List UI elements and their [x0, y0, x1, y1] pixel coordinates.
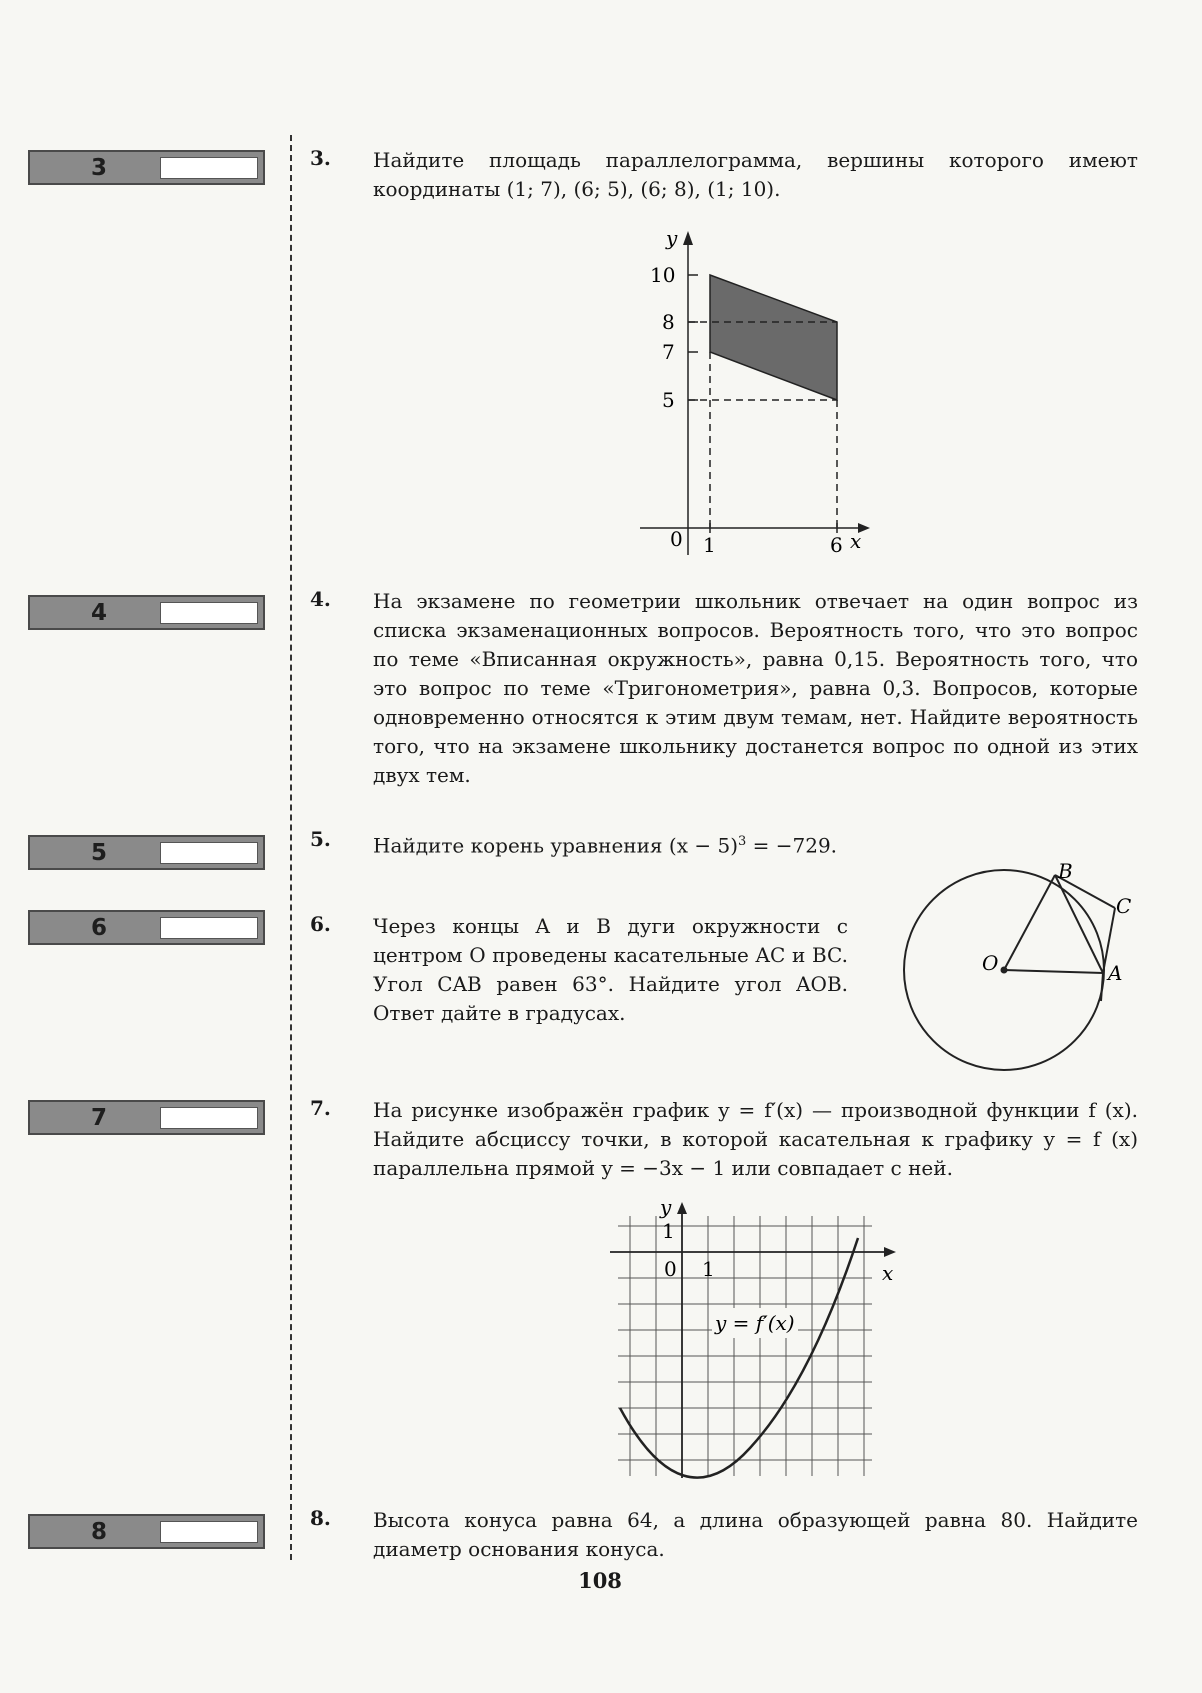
answer-field-4[interactable]	[160, 602, 258, 624]
exponent: 3	[738, 834, 747, 849]
task-number-8: 8.	[310, 1506, 331, 1530]
answer-field-6[interactable]	[160, 917, 258, 939]
answer-box-number: 4	[90, 600, 107, 626]
y-axis-label: y	[666, 226, 678, 250]
equation-text: Найдите корень уравнения (x − 5)	[373, 833, 738, 858]
x-tick-label: 1	[702, 1257, 715, 1281]
task-text-7: На рисунке изображён график y = f′(x) — производной функции f (x). Найдите абсциссу точки, в которой касательная к графику y = f (x) параллельна прямой y = −3x − 1 или совпадает с ней.	[373, 1098, 1138, 1180]
y-axis-label: y	[660, 1198, 672, 1219]
task-text-8: Высота конуса равна 64, а длина образующей равна 80. Найдите диаметр основания конуса.	[373, 1508, 1138, 1561]
answer-box-8	[28, 1514, 265, 1549]
answer-box-number: 3	[90, 155, 107, 181]
parallelogram-figure	[630, 225, 890, 565]
curve-label: y = f′(x)	[715, 1311, 795, 1335]
task-number-4: 4.	[310, 587, 331, 611]
task-number-7: 7.	[310, 1096, 331, 1120]
parallelogram-shape	[710, 275, 837, 400]
y-tick-label: 5	[662, 388, 675, 412]
cut-line	[290, 135, 292, 1560]
origin-label: 0	[664, 1257, 677, 1281]
task-text-4: На экзамене по геометрии школьник отвечает на один вопрос из списка экзаменационных вопросов. Вероятность того, что это вопрос по теме «Вписанная окружность», равна 0,15. Вероятность того, что это вопрос по теме «Тригонометрия», равна 0,3. Вопросов, которые одновременно относятся к этим двум темам, нет. Найдите вероятность того, что на экзамене школьнику достанется вопрос по одной из этих двух тем.	[373, 589, 1138, 787]
answer-box-4	[28, 595, 265, 630]
circle-tangents-figure	[890, 858, 1150, 1078]
y-tick-label: 8	[662, 310, 675, 334]
task-text-3: Найдите площадь параллелограмма, вершины которого имеют координаты (1; 7), (6; 5), (6; 8), (1; 10).	[373, 148, 1138, 201]
y-tick-label: 10	[650, 263, 676, 287]
point-b-label: B	[1058, 859, 1073, 883]
task-number-3: 3.	[310, 146, 331, 170]
answer-box-number: 7	[90, 1105, 107, 1131]
task-text-5	[373, 827, 873, 861]
y-tick-label: 1	[662, 1219, 675, 1243]
answer-box-3	[28, 150, 265, 185]
task-number-6: 6.	[310, 912, 331, 936]
answer-box-number: 6	[90, 915, 107, 941]
origin-label: 0	[670, 527, 683, 551]
answer-box-6	[28, 910, 265, 945]
point-c-label: C	[1116, 894, 1132, 918]
answer-box-number: 5	[90, 840, 107, 866]
task-number-5: 5.	[310, 827, 331, 851]
y-tick-label: 7	[662, 340, 675, 364]
answer-field-7[interactable]	[160, 1107, 258, 1129]
answer-box-7	[28, 1100, 265, 1135]
x-axis-label: x	[882, 1261, 894, 1285]
x-tick-label: 6	[830, 533, 843, 557]
derivative-graph-figure	[600, 1198, 910, 1483]
point-a-label: A	[1108, 961, 1123, 985]
answer-box-number: 8	[90, 1519, 107, 1545]
point-o-label: O	[982, 951, 999, 975]
answer-box-5	[28, 835, 265, 870]
page-number: 108	[578, 1568, 622, 1593]
answer-field-3[interactable]	[160, 157, 258, 179]
x-axis-label: x	[850, 529, 862, 553]
x-tick-label: 1	[703, 533, 716, 557]
answer-field-8[interactable]	[160, 1521, 258, 1543]
equation-rhs: = −729.	[746, 833, 838, 858]
task-text-6: Через концы A и B дуги окружности с центром O проведены касательные AC и BC. Угол CAB равен 63°. Найдите угол AOB. Ответ дайте в градусах.	[373, 914, 848, 1025]
answer-field-5[interactable]	[160, 842, 258, 864]
